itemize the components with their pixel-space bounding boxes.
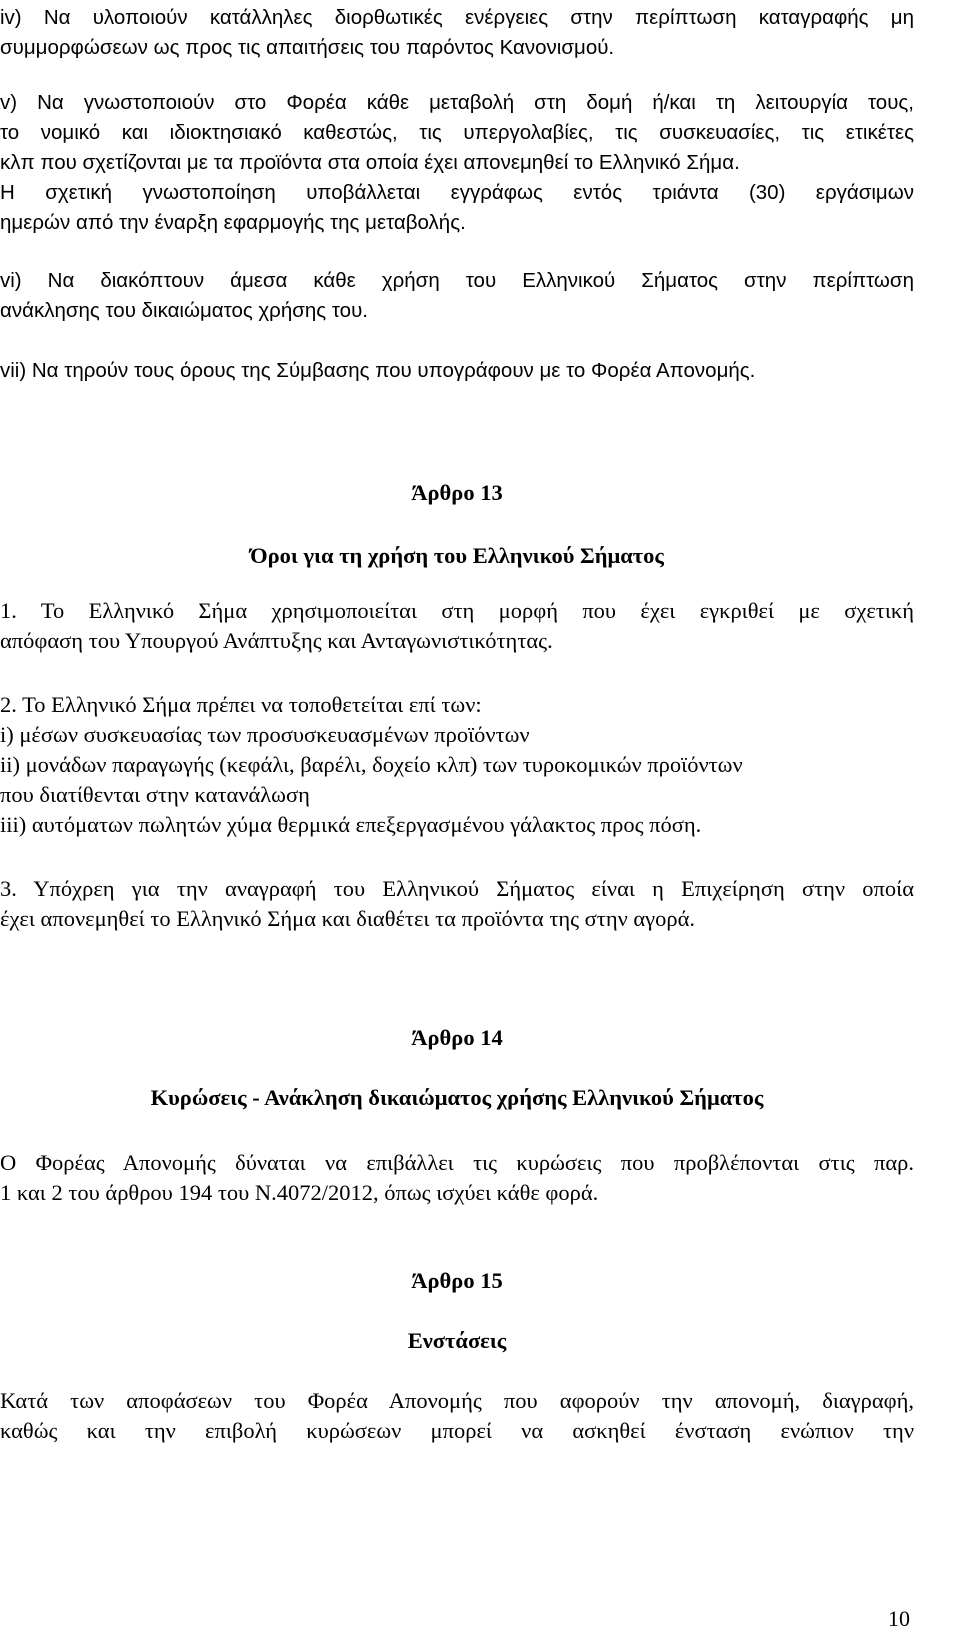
text-line: ii) μονάδων παραγωγής (κεφάλι, βαρέλι, δοχείο κλπ) των τυροκομικών προϊόντων (0, 752, 743, 777)
article-14-title: Άρθρο 14 (411, 1025, 503, 1050)
text-line: vi) Να διακόπτουν άμεσα κάθε χρήση του Ελληνικού Σήματος στην περίπτωση (0, 269, 914, 292)
text-line: Ο Φορέας Απονομής δύναται να επιβάλλει τις κυρώσεις που προβλέπονται στις παρ. (0, 1150, 914, 1175)
text-line: έχει απονεμηθεί το Ελληνικό Σήμα και διαθέτει τα προϊόντα της στην αγορά. (0, 906, 696, 931)
text-line: v) Να γνωστοποιούν στο Φορέα κάθε μεταβολή στη δομή ή/και τη λειτουργία τους, (0, 91, 914, 114)
text-line: iii) αυτόματων πωλητών χύμα θερμικά επεξεργασμένου γάλακτος προς πόση. (0, 812, 702, 837)
article-15-title: Άρθρο 15 (411, 1268, 503, 1293)
text-line: 1 και 2 του άρθρου 194 του Ν.4072/2012, όπως ισχύει κάθε φορά. (0, 1180, 599, 1205)
article-13-subtitle: Όροι για τη χρήση του Ελληνικού Σήματος (250, 543, 664, 568)
paragraph-vii (0, 356, 914, 386)
article-13-paragraph-3 (0, 874, 914, 934)
text-line: iv) Να υλοποιούν κατάλληλες διορθωτικές ενέργειες στην περίπτωση καταγραφής μη (0, 6, 914, 29)
text-line: συμμορφώσεων ως προς τις απαιτήσεις του παρόντος Κανονισμού. (0, 36, 615, 59)
paragraph-iv (0, 3, 914, 63)
text-line: i) μέσων συσκευασίας των προσυσκευασμένων προϊόντων (0, 722, 530, 747)
article-14-paragraph (0, 1148, 914, 1208)
paragraph-v (0, 88, 914, 238)
text-line: Κατά των αποφάσεων του Φορέα Απονομής που αφορούν την απονομή, διαγραφή, (0, 1388, 914, 1413)
text-line: 3. Υπόχρεη για την αναγραφή του Ελληνικού Σήματος είναι η Επιχείρηση στην οποία (0, 876, 914, 901)
article-14-subtitle: Κυρώσεις - Ανάκληση δικαιώματος χρήσης Ελληνικού Σήματος (150, 1085, 764, 1110)
article-13-paragraph-2 (0, 690, 914, 840)
article-15-subtitle: Ενστάσεις (407, 1328, 507, 1353)
text-line: που διατίθενται στην κατανάλωση (0, 782, 310, 807)
article-13-paragraph-1 (0, 596, 914, 656)
paragraph-vi (0, 266, 914, 326)
text-line: ημερών από την έναρξη εφαρμογής της μεταβολής. (0, 211, 466, 234)
article-13-title: Άρθρο 13 (411, 480, 503, 505)
article-15-paragraph (0, 1386, 914, 1446)
text-line: απόφαση του Υπουργού Ανάπτυξης και Ανταγωνιστικότητας. (0, 628, 553, 653)
text-line: το νομικό και ιδιοκτησιακό καθεστώς, τις υπεργολαβίες, τις συσκευασίες, τις ετικέτες (0, 121, 914, 144)
text-line: 1. Το Ελληνικό Σήμα χρησιμοποιείται στη μορφή που έχει εγκριθεί με σχετική (0, 598, 914, 623)
text-line: Η σχετική γνωστοποίηση υποβάλλεται εγγράφως εντός τριάντα (30) εργάσιμων (0, 181, 914, 204)
text-line: καθώς και την επιβολή κυρώσεων μπορεί να ασκηθεί ένσταση ενώπιον την (0, 1418, 914, 1443)
text-line: vii) Να τηρούν τους όρους της Σύμβασης που υπογράφουν με το Φορέα Απονομής. (0, 359, 756, 382)
page-number: 10 (888, 1606, 910, 1631)
text-line: 2. Το Ελληνικό Σήμα πρέπει να τοποθετείται επί των: (0, 692, 482, 717)
text-line: ανάκλησης του δικαιώματος χρήσης του. (0, 299, 368, 322)
text-line: κλπ που σχετίζονται με τα προϊόντα στα οποία έχει απονεμηθεί το Ελληνικό Σήμα. (0, 151, 740, 174)
